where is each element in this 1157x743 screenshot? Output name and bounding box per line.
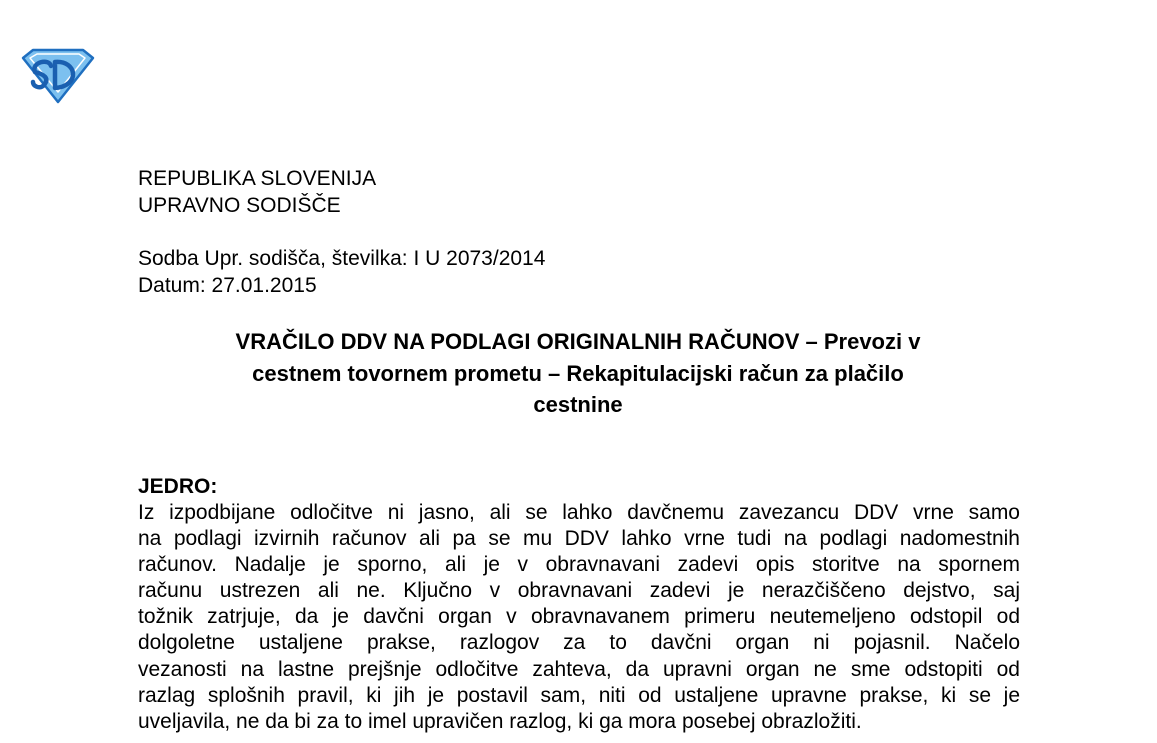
paragraph-line: na podlagi izvirnih računov ali pa se mu DDV lahko vrne tudi na podlagi nadomestnih	[138, 527, 1020, 551]
court-header	[138, 165, 376, 219]
paragraph-line: dolgoletne ustaljene prakse, razlogov za to davčni organ ni pojasnil. Načelo	[138, 631, 1020, 655]
case-reference	[138, 245, 545, 299]
paragraph-line: uveljavila, ne da bi za to imel upravičen razlog, ki ga mora posebej obrazložiti.	[138, 709, 862, 733]
title-line: VRAČILO DDV NA PODLAGI ORIGINALNIH RAČUNOV – Prevozi v	[235, 329, 921, 354]
paragraph-line: računov. Nadalje je sporno, ali je v obravnavani zadevi opis storitve na spornem	[138, 553, 1020, 577]
court-name: UPRAVNO SODIŠČE	[138, 194, 341, 217]
paragraph-line: Iz izpodbijane odločitve ni jasno, ali se lahko davčnemu zavezancu DDV vrne samo	[138, 501, 1020, 524]
paragraph-line: tožnik zatrjuje, da je davčni organ v obravnavanem primeru neutemeljeno odstopil od	[138, 605, 1020, 629]
country-name: REPUBLIKA SLOVENIJA	[138, 167, 377, 190]
paragraph-line: vezanosti na lastne prejšnje odločitve zahteva, da upravni organ ne sme odstopiti od	[138, 657, 1020, 681]
title-line: cestnem tovornem prometu – Rekapitulacijski račun za plačilo	[252, 360, 904, 386]
title-line: cestnine	[533, 392, 623, 417]
jedro-paragraph	[138, 500, 1020, 735]
case-date: Datum: 27.01.2015	[138, 274, 317, 297]
jedro-heading: JEDRO:	[138, 475, 218, 498]
paragraph-line: razlag splošnih pravil, ki jih je postavil sam, niti od ustaljene upravne prakse, ki se je	[138, 683, 1020, 707]
case-number: Sodba Upr. sodišča, številka: I U 2073/2014	[138, 247, 546, 270]
document-title	[138, 326, 1018, 421]
court-logo-icon	[21, 48, 95, 104]
paragraph-line: računu ustrezen ali ne. Ključno v obravnavani zadevi je nerazčiščeno dejstvo, saj	[138, 579, 1020, 603]
